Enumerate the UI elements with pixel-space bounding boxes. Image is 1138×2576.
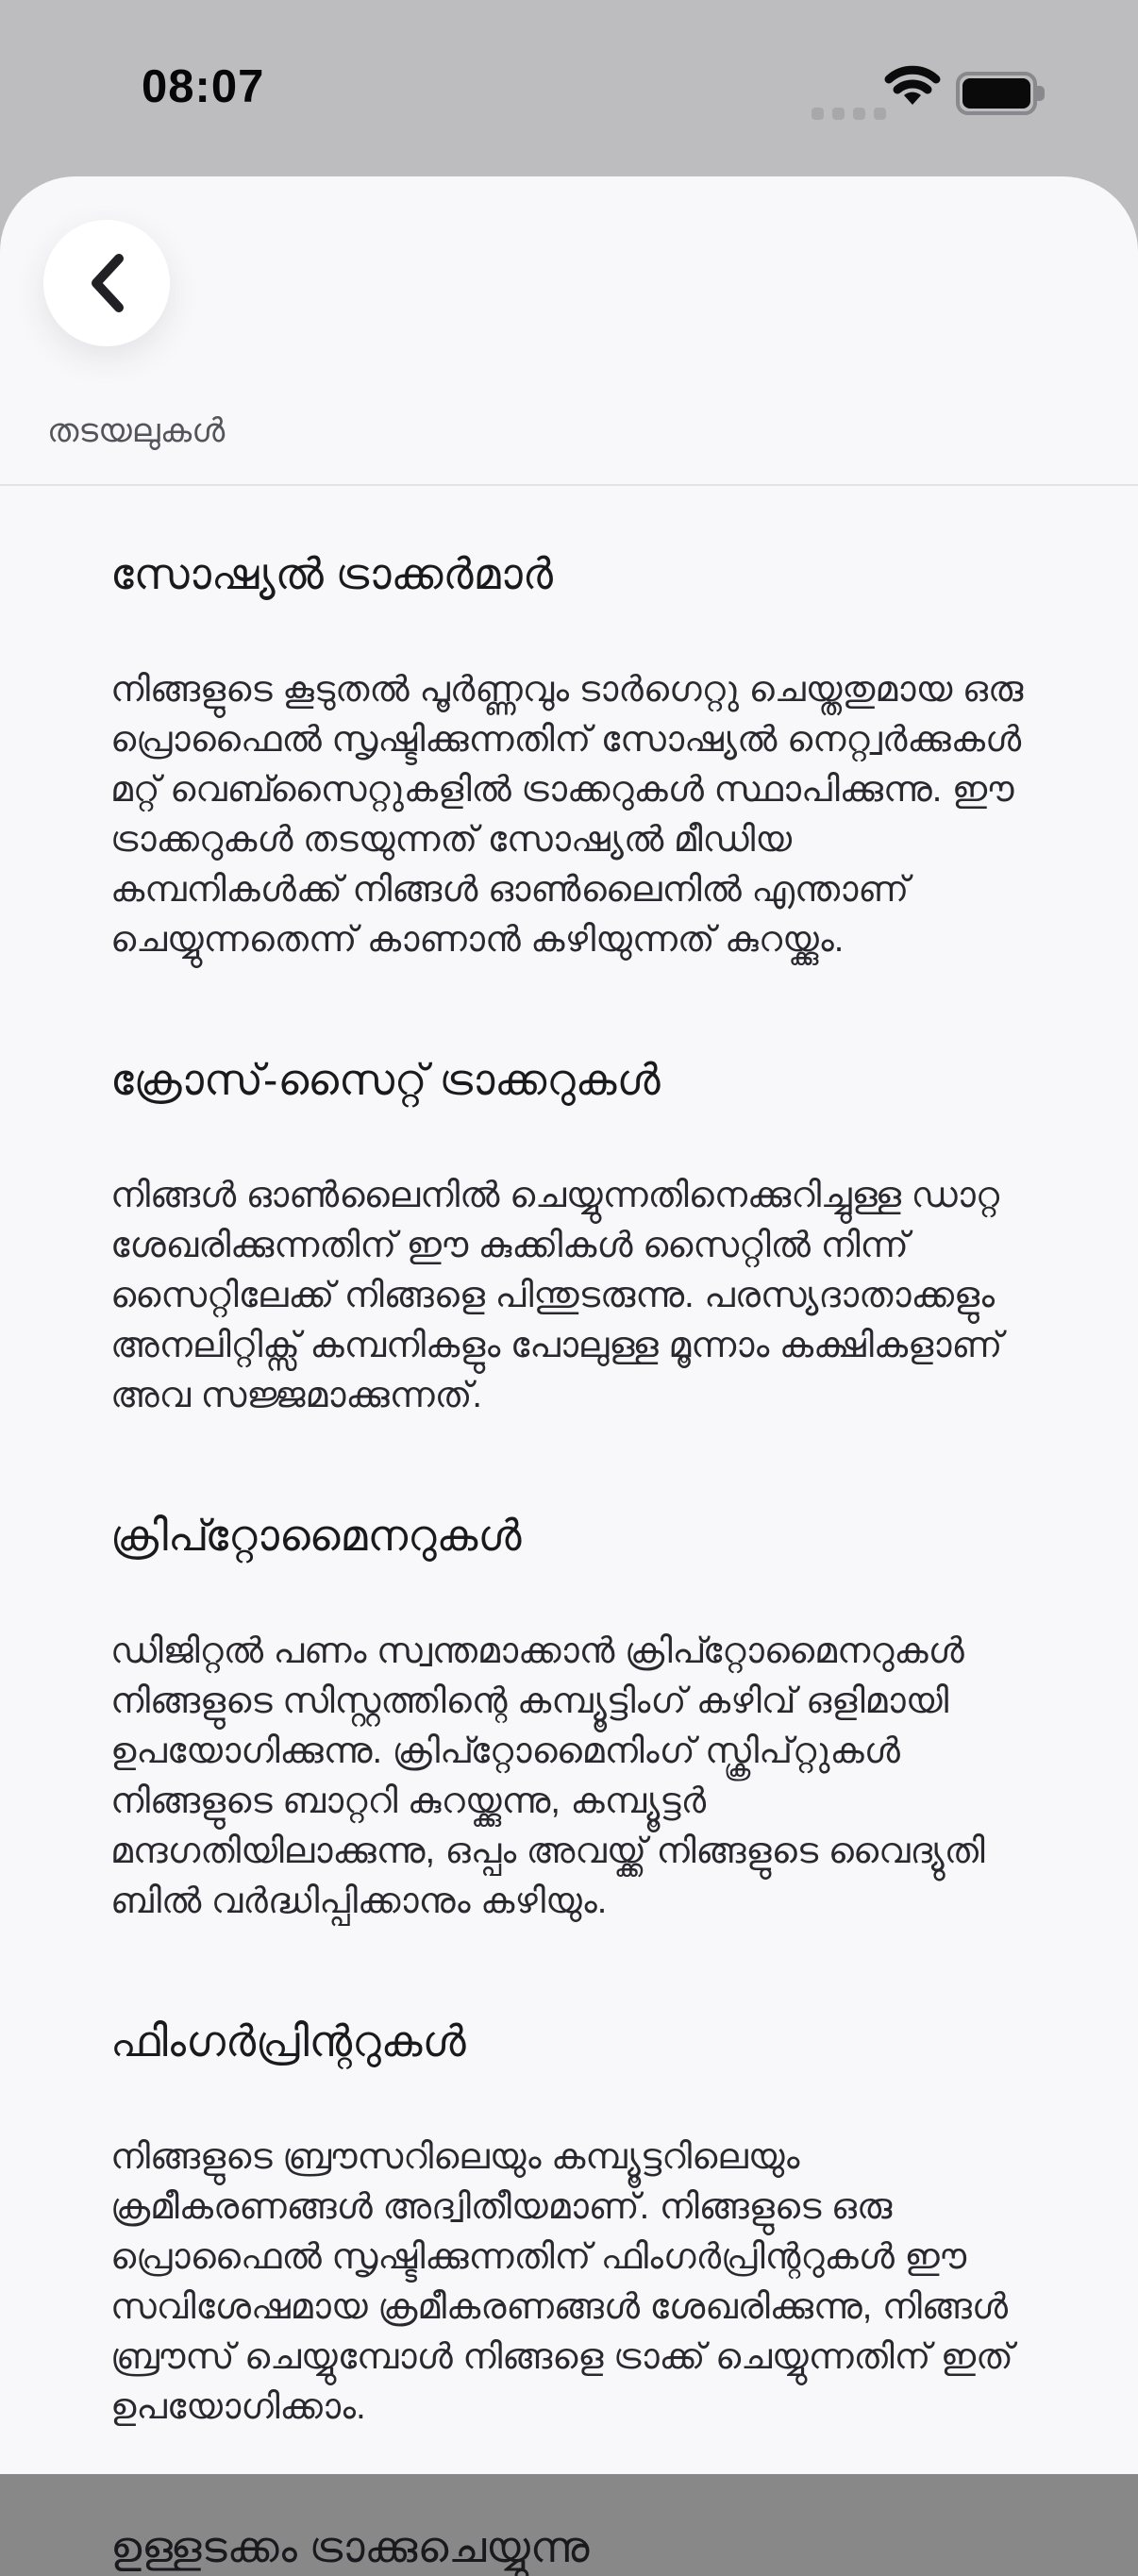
chevron-left-icon [87,253,126,313]
section-body-social-trackers: നിങ്ങളുടെ കൂടുതൽ പൂർണ്ണവും ടാർഗെറ്റു ചെയ്തതുമായ ഒരു പ്രൊഫൈൽ സൃഷ്ടിക്കുന്നതിന് സോഷ്യൽ നെറ്റ്വർക്കുകൾ മറ്റ് വെബ്സൈറ്റുകളിൽ ട്രാക്കറുകൾ സ്ഥാപിക്കുന്നു. ഈ ട്രാക്കറുകൾ തടയുന്നത് സോഷ്യൽ മീഡിയ കമ്പനികൾക്ക് നിങ്ങൾ ഓൺലൈനിൽ എന്താണ് ചെയ്യുന്നതെന്ന് കാണാൻ കഴിയുന്നത് കുറയ്ക്കും. [110,670,1024,961]
cellular-dot [832,108,845,120]
wifi-icon [885,66,940,108]
back-button[interactable] [43,220,170,346]
section-body-cryptominers: ഡിജിറ്റൽ പണം സ്വന്തമാക്കാൻ ക്രിപ്റ്റോമൈനറുകൾ നിങ്ങളുടെ സിസ്റ്റത്തിന്റെ കമ്പ്യൂട്ടിംഗ് കഴിവ് ഒളിമായി ഉപയോഗിക്കുന്നു. ക്രിപ്റ്റോമൈനിംഗ് സ്ക്രിപ്റ്റുകൾ നിങ്ങളുടെ ബാറ്ററി കുറയ്ക്കുന്നു, കമ്പ്യൂട്ടർ മന്ദഗതിയിലാക്കുന്നു, ഒപ്പം അവയ്ക്ക് നിങ്ങളുടെ വൈദ്യുതി ബിൽ വർദ്ധിപ്പിക്കാനും കഴിയും. [110,1631,985,1922]
cellular-dot [812,108,824,120]
section-heading-cryptominers: ക്രിപ്റ്റോമൈനറുകൾ [110,1511,522,1561]
section-heading-cross-site-trackers: ക്രോസ്-സൈറ്റ് ട്രാക്കറുകൾ [110,1055,661,1105]
cellular-dot [874,108,886,120]
battery-fill [962,78,1030,109]
section-body-fingerprinters: നിങ്ങളുടെ ബ്രൗസറിലെയും കമ്പ്യൂട്ടറിലെയും ക്രമീകരണങ്ങൾ അദ്വിതീയമാണ്. നിങ്ങളുടെ ഒരു പ്രൊഫൈൽ സൃഷ്ടിക്കുന്നതിന് ഫിംഗർപ്രിന്ററുകൾ ഈ സവിശേഷമായ ക്രമീകരണങ്ങൾ ശേഖരിക്കുന്നു, നിങ്ങൾ ബ്രൗസ് ചെയ്യുമ്പോൾ നിങ്ങളെ ട്രാക്ക് ചെയ്യുന്നതിന് ഇത് ഉപയോഗിക്കാം. [110,2137,1013,2428]
section-heading-fingerprinters: ഫിംഗർപ്രിന്ററുകൾ [110,2016,466,2066]
cellular-dot [853,108,865,120]
section-heading-content-tracking: ഉള്ളടക്കം ട്രാക്കുചെയ്യുന്നു [110,2522,590,2572]
cellular-signal-icon [812,108,886,120]
sheet-title: തടയലുകൾ [47,412,226,449]
status-bar-time: 08:07 [142,61,265,112]
blocking-info-sheet [0,176,1138,2572]
section-heading-social-trackers: സോഷ്യൽ ട്രാക്കർമാർ [110,549,553,598]
section-body-cross-site-trackers: നിങ്ങൾ ഓൺലൈനിൽ ചെയ്യുന്നതിനെക്കുറിച്ചുള്ള ഡാറ്റ ശേഖരിക്കുന്നതിന് ഈ കുക്കികൾ സൈറ്റിൽ നിന്ന് സൈറ്റിലേക്ക് നിങ്ങളെ പിന്തുടരുന്നു. പരസ്യദാതാക്കളും അനലിറ്റിക്സ് കമ്പനികളും പോലുള്ള മൂന്നാം കക്ഷികളാണ് അവ സജ്ജമാക്കുന്നത്. [110,1176,1003,1416]
battery-icon [956,72,1037,115]
trackers-info-content [110,486,1025,2576]
battery-nub [1037,86,1045,101]
